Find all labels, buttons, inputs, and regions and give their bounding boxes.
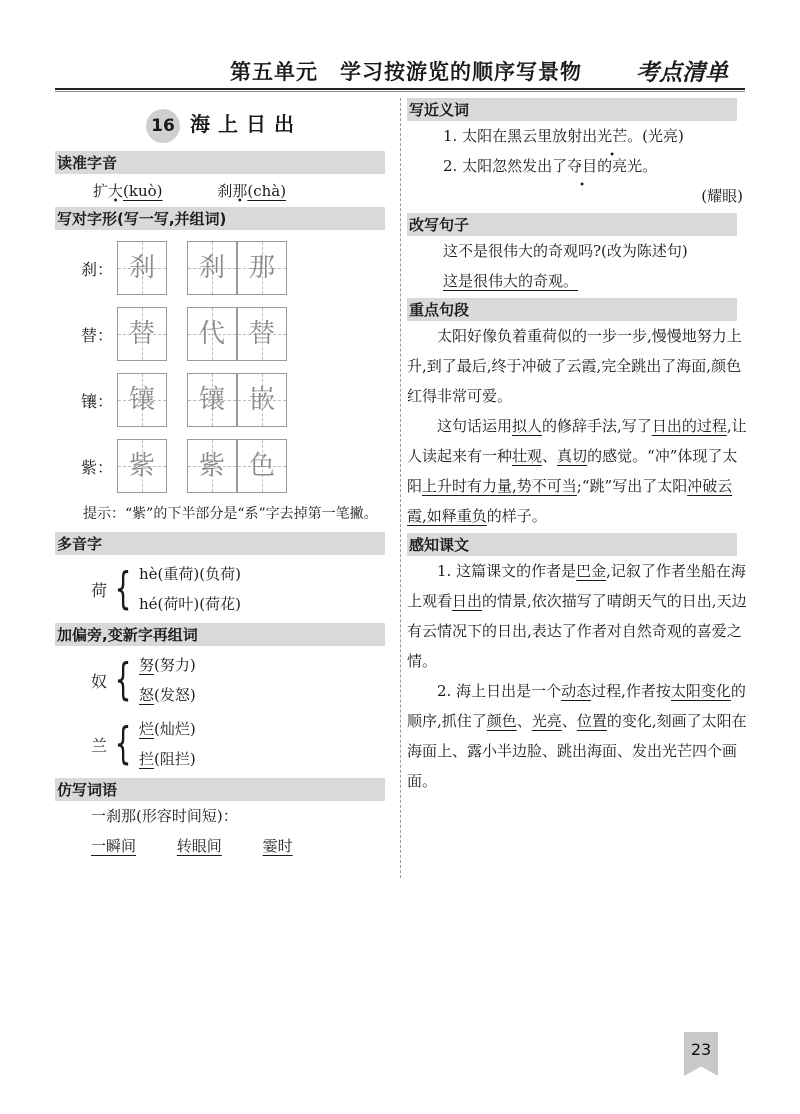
- char-practice-row: 替： 替 代 替: [81, 306, 393, 362]
- header-rule: [55, 88, 745, 90]
- section-heading-rewrite: 改写句子: [407, 213, 737, 236]
- right-column: [407, 98, 747, 796]
- rewrite-answer: 这是很伟大的奇观。: [443, 272, 579, 290]
- imitate-answers: 一瞬间 转眼间 霎时: [91, 837, 293, 855]
- perceive-item-1: 1. 这篇课文的作者是巴金,记叙了作者坐船在海上观看日出的情景,依次描写了晴朗天气的日出,天边有云情况下的日出,表达了作者对自然奇观的喜爱之情。: [407, 562, 747, 670]
- section-heading-writing: 写对字形(写一写,并组词): [55, 207, 385, 230]
- header-rule-thin: [55, 91, 745, 92]
- synonym-item: 2. 太阳忽然发出了夺目的亮光。: [443, 157, 658, 175]
- brace-icon: {: [114, 718, 132, 769]
- char-box: 镶: [187, 373, 237, 427]
- char-box: 刹: [117, 241, 167, 295]
- brace-icon: {: [114, 654, 132, 705]
- char-practice-row: 紫： 紫 紫 色: [81, 438, 393, 494]
- char-practice-row: 镶： 镶 镶 嵌: [81, 372, 393, 428]
- lesson-title: [55, 108, 393, 143]
- rewrite-question: 这不是很伟大的奇观吗?(改为陈述句): [443, 242, 688, 260]
- imitate-prompt: 一刹那(形容时间短)：: [91, 807, 238, 825]
- left-column: [55, 98, 393, 861]
- char-box: 代: [187, 307, 237, 361]
- key-analysis: 这句话运用拟人的修辞手法,写了日出的过程,让人读起来有一种壮观、真切的感觉。“冲”体现了太阳上升时有力量,势不可当;“跳”写出了太阳冲破云霞,如释重负的样子。: [407, 417, 747, 525]
- char-box: 紫: [187, 439, 237, 493]
- section-heading-pronunciation: 读准字音: [55, 151, 385, 174]
- char-box: 色: [237, 439, 287, 493]
- section-heading-imitate: 仿写词语: [55, 778, 385, 801]
- checklist-badge: 考点清单: [636, 60, 728, 86]
- pronunciation-item: 扩大(kuò): [93, 182, 163, 200]
- page-header: [0, 48, 750, 88]
- pronunciation-item: 刹那(chà): [217, 182, 287, 200]
- key-passage: 太阳好像负着重荷似的一步一步,慢慢地努力上升,到了最后,终于冲破了云霞,完全跳出了海面,颜色红得非常可爱。: [407, 327, 742, 405]
- char-box: 那: [237, 241, 287, 295]
- char-box: 嵌: [237, 373, 287, 427]
- section-heading-radical: 加偏旁,变新字再组词: [55, 623, 385, 646]
- section-heading-key: 重点句段: [407, 298, 737, 321]
- char-box: 替: [237, 307, 287, 361]
- char-box: 替: [117, 307, 167, 361]
- lesson-number-badge: 16: [146, 109, 180, 143]
- section-heading-perceive: 感知课文: [407, 533, 737, 556]
- lesson-name: 海上日出: [190, 112, 302, 136]
- pronunciation-row: [93, 180, 393, 201]
- page-number: 23: [690, 1040, 712, 1059]
- char-box: 紫: [117, 439, 167, 493]
- char-box: 刹: [187, 241, 237, 295]
- writing-hint: 提示：“紫”的下半部分是“系”字去掉第一笔撇。: [83, 506, 378, 522]
- char-practice-row: 刹： 刹 刹 那: [81, 240, 393, 296]
- brace-icon: {: [114, 563, 132, 614]
- column-divider: [400, 98, 401, 878]
- polyphone-group: 荷 { hè(重荷)(负荷) hé(荷叶)(荷花): [91, 563, 241, 614]
- section-heading-synonym: 写近义词: [407, 98, 737, 121]
- section-heading-polyphone: 多音字: [55, 532, 385, 555]
- radical-group: 奴 { 努(努力) 怒(发怒): [91, 654, 196, 705]
- synonym-item: 1. 太阳在黑云里放射出光芒。(光亮): [443, 127, 684, 145]
- radical-group: 兰 { 烂(灿烂) 拦(阻拦): [91, 718, 196, 769]
- char-box: 镶: [117, 373, 167, 427]
- synonym-answer: (耀眼): [701, 187, 743, 205]
- perceive-item-2: 2. 海上日出是一个动态过程,作者按太阳变化的顺序,抓住了颜色、光亮、位置的变化,刻画了太阳在海面上、露小半边脸、跳出海面、发出光芒四个画面。: [407, 682, 747, 790]
- unit-title: 第五单元 学习按游览的顺序写景物: [230, 60, 582, 84]
